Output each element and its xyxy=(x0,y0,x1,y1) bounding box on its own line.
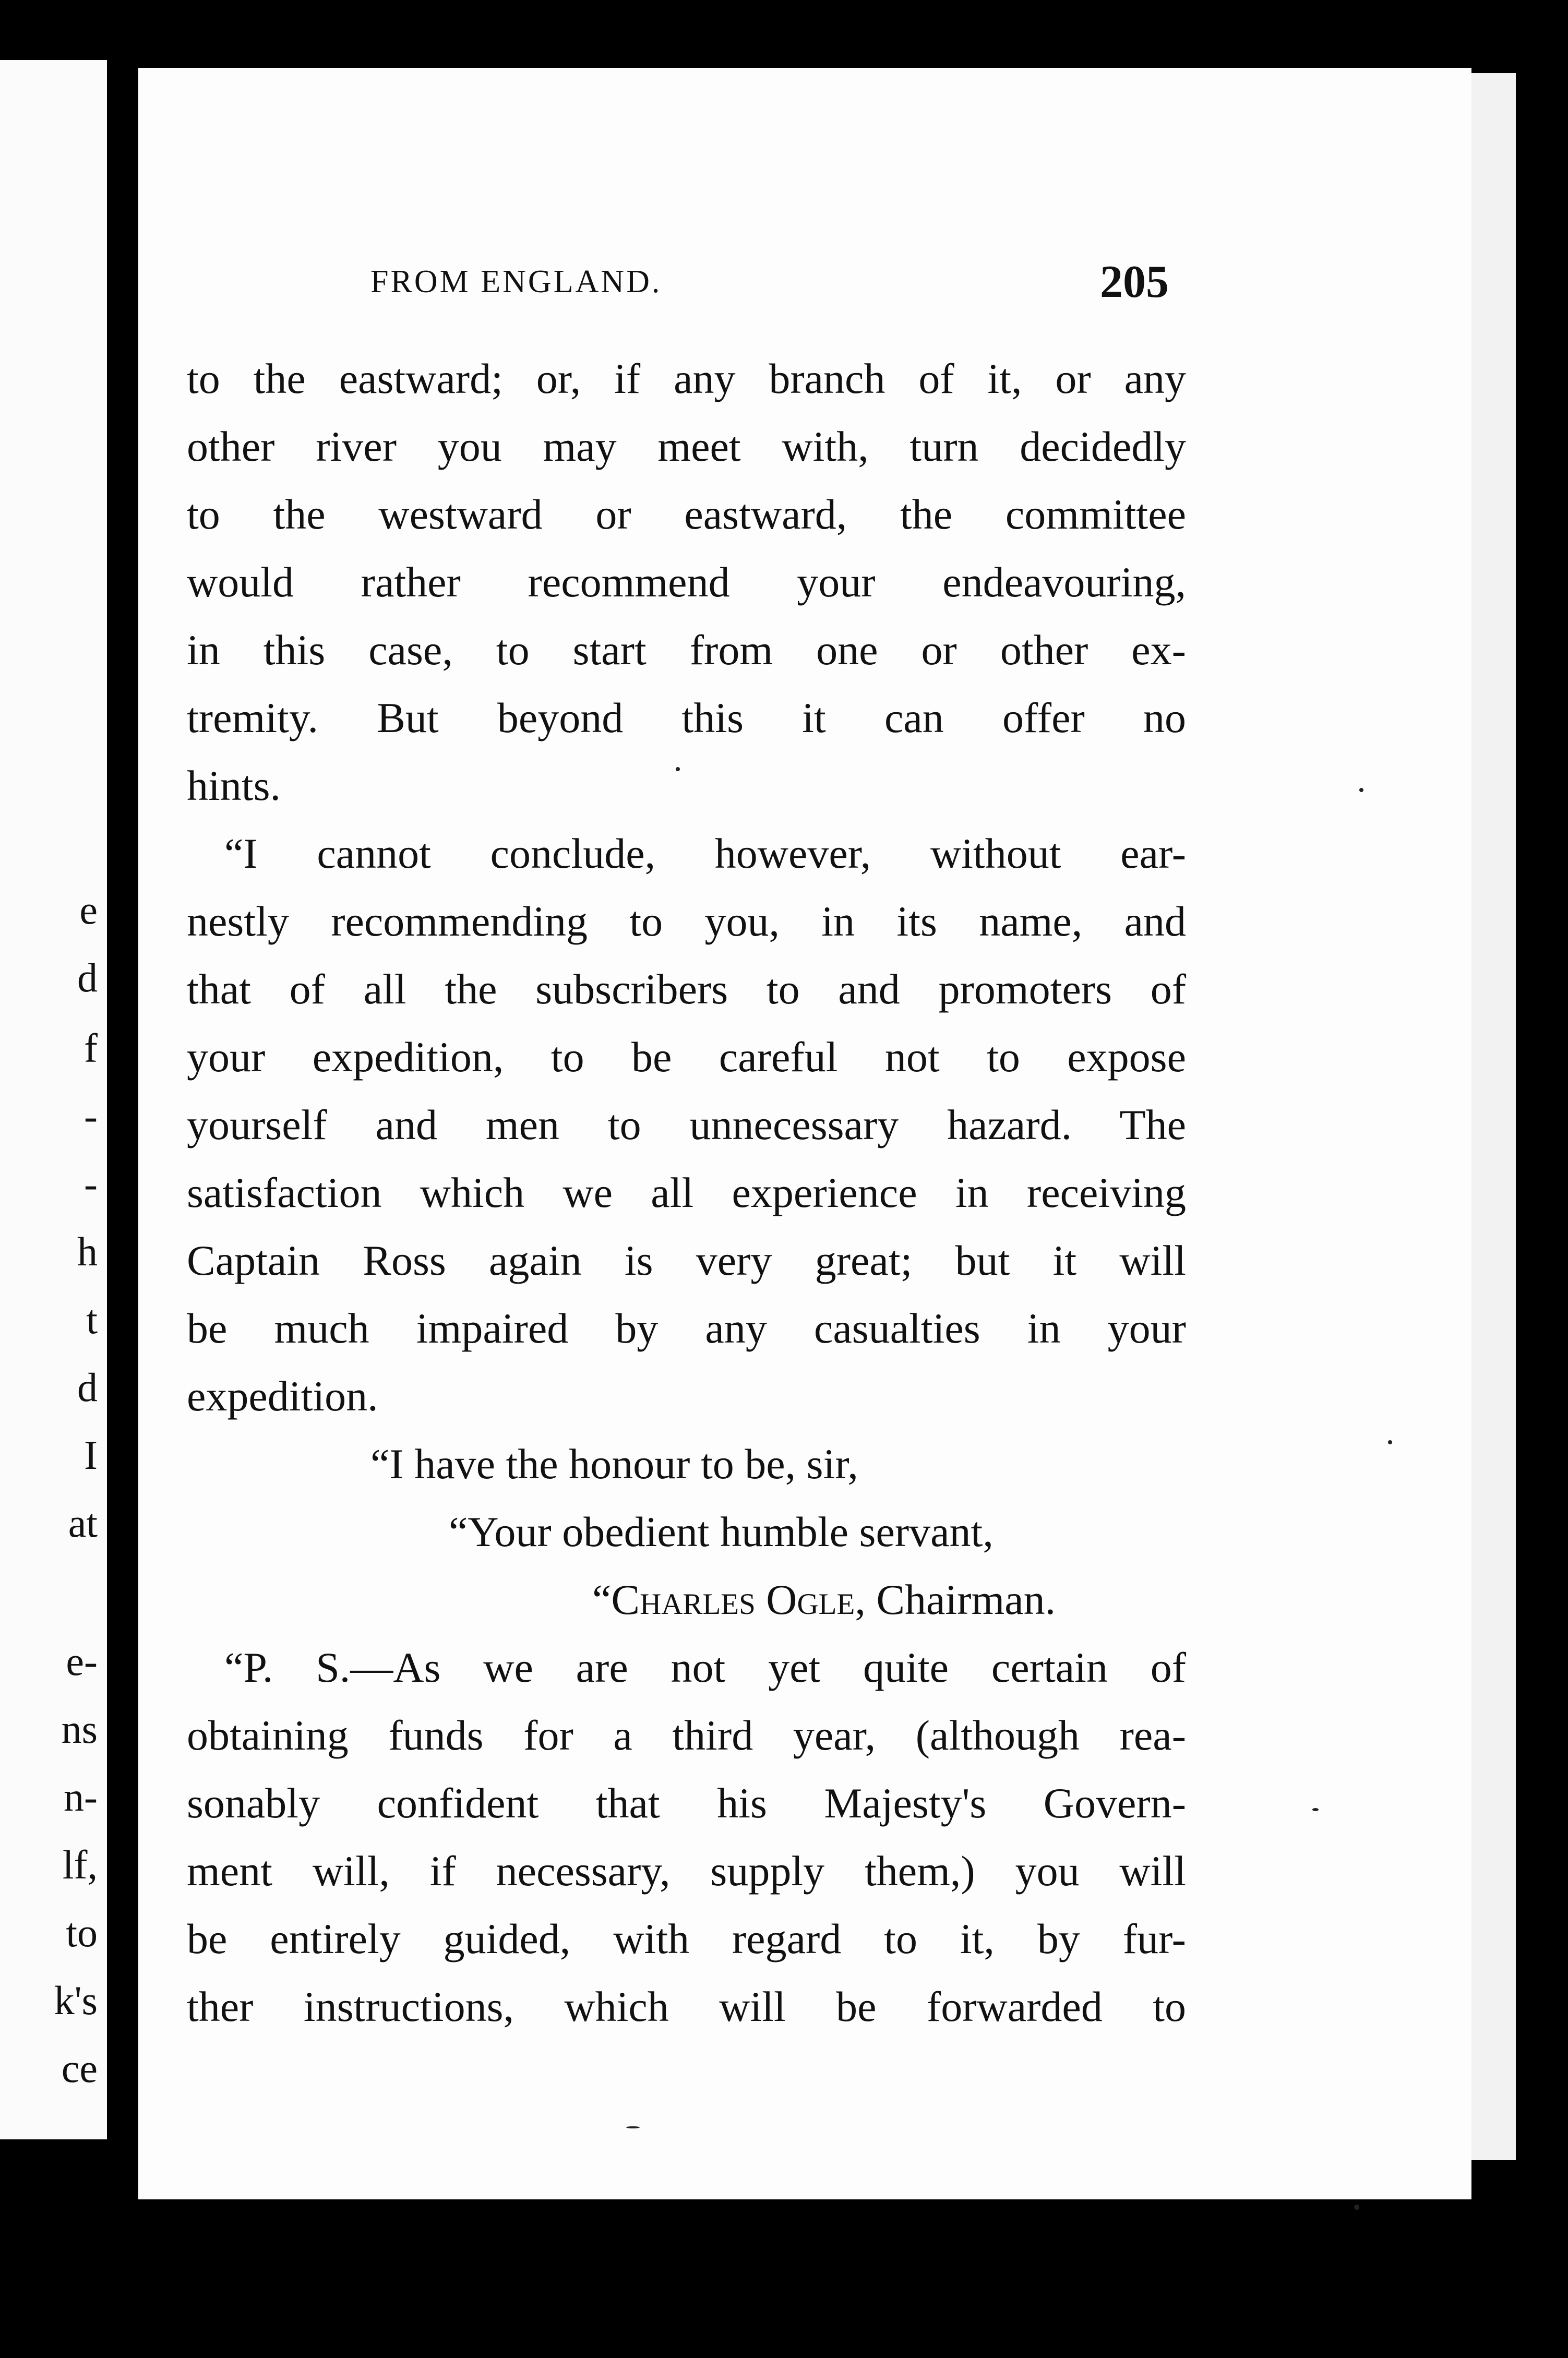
facing-page-fragment: I xyxy=(84,1432,98,1478)
text-line: ment will, if necessary, supply them,) you will xyxy=(187,1847,1186,1895)
text-line: would rather recommend your endeavouring, xyxy=(187,558,1186,606)
text-line: to the eastward; or, if any branch of it, or any xyxy=(187,355,1186,402)
letter-closing: “I have the honour to be, sir, xyxy=(370,1440,858,1488)
text-line: “P. S.—As we are not yet quite certain of xyxy=(224,1644,1186,1691)
facing-page-fragment: n- xyxy=(64,1774,98,1820)
facing-page-fragment: to xyxy=(66,1910,98,1955)
facing-page-fragment: ns xyxy=(61,1706,98,1752)
scan-speck xyxy=(1354,2205,1359,2210)
facing-page-fragment: d xyxy=(77,955,98,1000)
facing-page-fragment: d xyxy=(77,1364,98,1410)
text-line: to the westward or eastward, the committee xyxy=(187,490,1186,538)
facing-page-fragment: ce xyxy=(61,2045,98,2091)
letter-closing: “Your obedient humble servant, xyxy=(449,1508,994,1555)
facing-page-fragment: e xyxy=(79,887,98,932)
quote-mark: “ xyxy=(592,1576,612,1623)
text-line: hints. xyxy=(187,762,281,809)
signatory-title: , Chairman. xyxy=(855,1576,1056,1623)
text-line: sonably confident that his Majesty's Govern- xyxy=(187,1779,1186,1827)
signatory-name: Charles Ogle xyxy=(611,1576,855,1623)
running-title: FROM ENGLAND. xyxy=(370,264,662,300)
text-line: obtaining funds for a third year, (although rea- xyxy=(187,1711,1186,1759)
facing-page-fragment: e- xyxy=(66,1638,98,1684)
text-line: ther instructions, which will be forwarded to xyxy=(187,1983,1186,2030)
scan-speck xyxy=(1359,788,1363,792)
signature-line xyxy=(592,1578,1056,1621)
scan-speck xyxy=(1312,1808,1319,1811)
text-line: tremity. But beyond this it can offer no xyxy=(187,694,1186,741)
facing-page-fragment: h xyxy=(77,1229,98,1274)
text-line: be entirely guided, with regard to it, by fur- xyxy=(187,1915,1186,1962)
page-number: 205 xyxy=(1100,257,1169,307)
text-line: be much impaired by any casualties in your xyxy=(187,1304,1186,1352)
text-line: your expedition, to be careful not to expose xyxy=(187,1033,1186,1081)
scan-speck xyxy=(626,2126,640,2128)
text-line: nestly recommending to you, in its name, and xyxy=(187,897,1186,945)
text-line: expedition. xyxy=(187,1372,378,1420)
facing-page-fragment: at xyxy=(68,1500,98,1546)
text-line: satisfaction which we all experience in receiving xyxy=(187,1169,1186,1216)
facing-page-fragment: f xyxy=(84,1025,98,1071)
text-line: yourself and men to unnecessary hazard. The xyxy=(187,1101,1186,1148)
scan-speck xyxy=(676,767,680,771)
scan-speck xyxy=(1388,1440,1392,1444)
text-line: that of all the subscribers to and promoters of xyxy=(187,965,1186,1013)
text-line: in this case, to start from one or other ex- xyxy=(187,626,1186,674)
text-line: other river you may meet with, turn decidedly xyxy=(187,423,1186,470)
text-line: Captain Ross again is very great; but it will xyxy=(187,1237,1186,1284)
facing-page-fragment: lf, xyxy=(62,1842,98,1887)
facing-page-fragment: - xyxy=(84,1161,98,1206)
text-line: “I cannot conclude, however, without ear- xyxy=(224,830,1186,877)
facing-page-edge xyxy=(0,60,107,2139)
facing-page-fragment: t xyxy=(86,1297,98,1342)
facing-page-fragment: k's xyxy=(54,1978,98,2023)
facing-page-fragment: - xyxy=(84,1093,98,1139)
